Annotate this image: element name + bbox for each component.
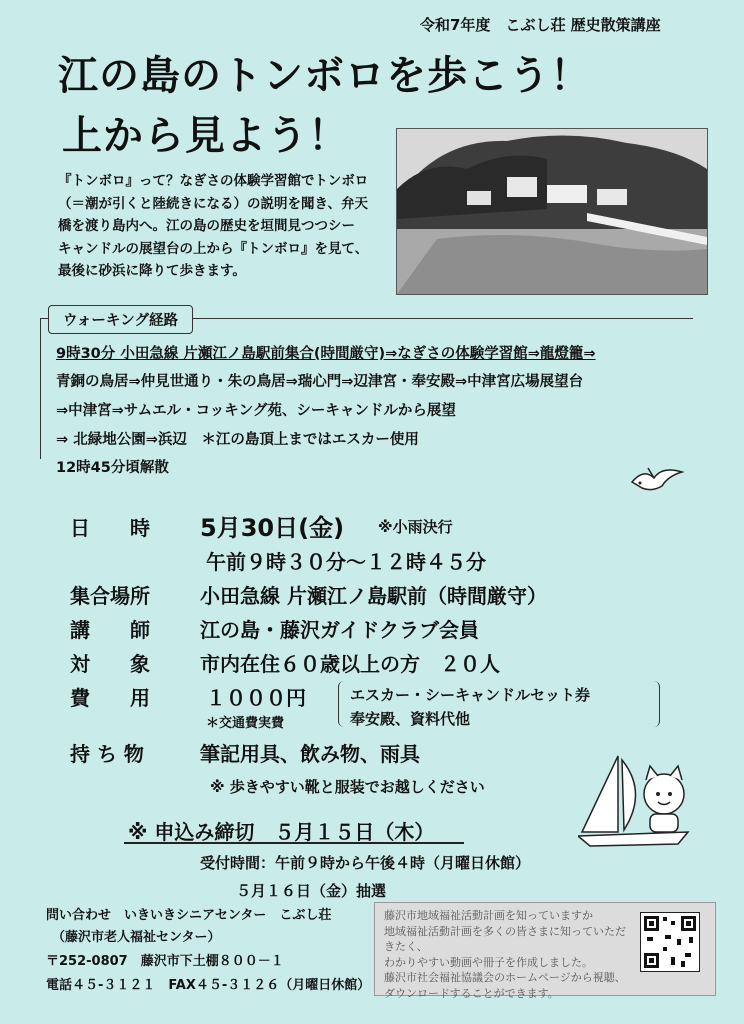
lecturer-value: 江の島・藤沢ガイドクラブ会員 <box>200 618 479 642</box>
qr-code[interactable] <box>640 912 700 972</box>
deadline-underline <box>124 842 464 844</box>
course-header: 令和7年度 こぶし荘 歴史散策講座 <box>420 16 661 34</box>
date-value: 5月30日(金) <box>200 514 345 542</box>
fee-value: １０００円 <box>206 686 306 710</box>
enoshima-photo <box>396 128 708 295</box>
contact-address: 〒252-0807 藤沢市下土棚８００－１ <box>46 954 284 969</box>
route-label: ウォーキング経路 <box>48 305 193 334</box>
date-label: 日 時 <box>70 516 150 540</box>
items-label: 持 ち 物 <box>70 742 144 766</box>
info-line: ダウンロードすることができます。 <box>384 986 559 1000</box>
intro-line: 『トンボロ』って？なぎさの体験学習館でトンボロ <box>58 173 369 189</box>
application-deadline: ※ 申込み締切 ５月１５日（木） <box>128 820 435 844</box>
items-value: 筆記用具、飲み物、雨具 <box>200 742 420 766</box>
target-label: 対 象 <box>70 652 150 676</box>
time-value: 午前９時３０分～１２時４５分 <box>206 550 486 574</box>
fee-note: ＊交通費実費 <box>206 716 285 731</box>
intro-line: 最後に砂浜に降りて歩きます。 <box>58 263 246 279</box>
contact-line-2: （藤沢市老人福祉センター） <box>52 930 221 945</box>
route-line: ⇒中津宮⇒サムエル・コッキング苑、シーキャンドルから展望 <box>56 403 456 419</box>
intro-text <box>58 170 388 283</box>
info-line: わかりやすい動画や冊子を作成しました。 <box>384 955 593 969</box>
fee-includes-1: エスカー・シーキャンドルセット券 <box>350 686 591 704</box>
seagull-illustration <box>628 462 688 502</box>
lecturer-label: 講 師 <box>70 618 150 642</box>
reception-hours: 受付時間：午前９時から午後４時（月曜日休館） <box>200 854 531 872</box>
title-line-2: 上から見よう！ <box>62 113 349 159</box>
target-value: 市内在住６０歳以上の方 ２０人 <box>200 652 500 676</box>
info-line: 藤沢市社会福祉協議会のホームページから視聴、 <box>384 971 626 984</box>
place-label: 集合場所 <box>70 584 150 608</box>
intro-line: （＝潮が引くと陸続きになる）の説明を聞き、弁天 <box>58 195 368 212</box>
date-note: ※小雨決行 <box>378 518 453 536</box>
route-line: 青銅の鳥居⇒仲見世通り・朱の鳥居⇒瑞心門⇒辺津宮・奉安殿⇒中津宮広場展望台 <box>56 374 584 390</box>
welfare-plan-info-text <box>384 908 634 1001</box>
intro-line: 橋を渡り島内へ。江の島の歴史を垣間見つつシー <box>58 218 355 234</box>
title-line-1: 江の島のトンボロを歩こう！ <box>58 53 591 99</box>
contact-line-1: 問い合わせ いきいきシニアセンター こぶし荘 <box>46 908 332 923</box>
contact-phone: 電話４５-３１２１ FAX４５-３１２６（月曜日休館） <box>46 978 371 993</box>
intro-line: キャンドルの展望台の上から『トンボロ』を見て、 <box>58 240 369 257</box>
lottery-date: ５月１６日（金）抽選 <box>236 882 387 900</box>
fee-label: 費 用 <box>70 686 150 710</box>
info-line: 藤沢市地域福祉活動計画を知っていますか <box>384 909 593 922</box>
info-line: 地域福祉活動計画を多くの皆さまに知っていただきたく、 <box>384 924 626 953</box>
fee-includes-2: 奉安殿、資料代他 <box>350 710 471 728</box>
route-line: 9時30分 小田急線 片瀬江ノ島駅前集合(時間厳守)⇒なぎさの体験学習館⇒龍燈籠⇒ <box>56 346 596 362</box>
route-line: ⇒ 北緑地公園⇒浜辺 ＊江の島頂上まではエスカー使用 <box>56 432 419 448</box>
route-line: 12時45分頃解散 <box>56 460 169 476</box>
shoes-note: ※ 歩きやすい靴と服装でお越しください <box>210 778 485 796</box>
mascot-sailboat-illustration <box>578 752 708 856</box>
place-value: 小田急線 片瀬江ノ島駅前（時間厳守） <box>200 584 547 608</box>
